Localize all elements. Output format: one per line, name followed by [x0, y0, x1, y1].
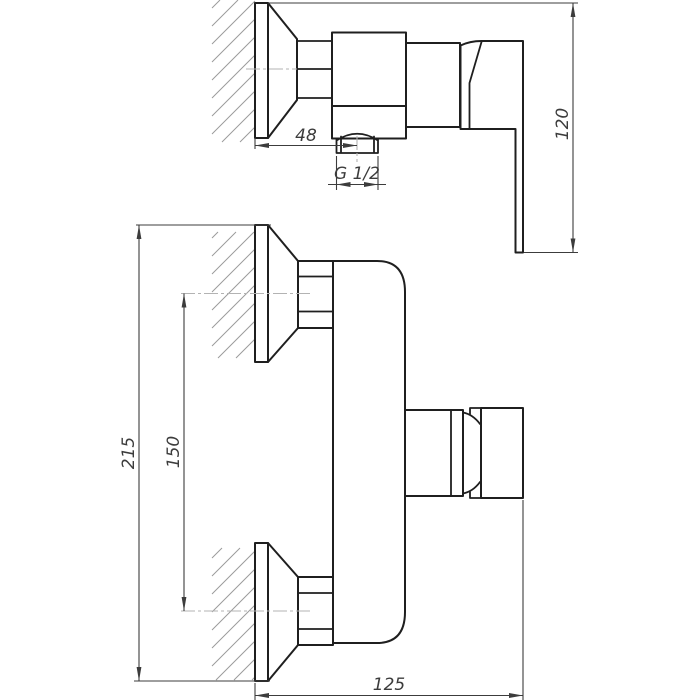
- front-view: [119, 225, 523, 700]
- dim-g12-label: G 1/2: [334, 164, 380, 184]
- nipple-upper: [298, 261, 333, 328]
- dim-48-label: 48: [295, 126, 317, 146]
- dim-120-label: 120: [553, 107, 573, 141]
- arrowhead-top: [137, 225, 142, 239]
- side-view: [212, 0, 578, 253]
- wall-plate-lower: [255, 543, 268, 681]
- handle-cap-front: [481, 408, 523, 498]
- cartridge-side: [406, 43, 460, 127]
- flange-cone-lower: [268, 543, 298, 681]
- flange-cone-side: [268, 3, 297, 138]
- mixer-body-front: [333, 261, 405, 643]
- arrowhead-top: [182, 294, 187, 308]
- handle-side: [461, 41, 524, 253]
- wall-hatch-top: [212, 0, 255, 142]
- mixer-body-side: [332, 33, 406, 139]
- arrowhead-right: [343, 143, 357, 148]
- connector-pipe-side: [297, 41, 332, 98]
- arrowhead-left: [255, 143, 269, 148]
- dim-150-label: 150: [164, 435, 184, 469]
- handle-cap-lip: [470, 408, 481, 498]
- arrowhead-top: [571, 3, 576, 17]
- handle-collar-arcs: [463, 413, 480, 494]
- handle-boss-front: [405, 410, 463, 496]
- dim-125-label: 125: [372, 675, 406, 695]
- arrowhead-left: [255, 693, 269, 698]
- dimension-150: [164, 294, 186, 612]
- wall-hatch-lower: [212, 548, 255, 680]
- arrowhead-right: [509, 693, 523, 698]
- arrowhead-bottom: [137, 667, 142, 681]
- wall-hatch-upper: [212, 232, 255, 358]
- wall-plate-side: [255, 3, 268, 138]
- arrowhead-bottom: [182, 597, 187, 611]
- dim-215-label: 215: [119, 436, 139, 470]
- arrowhead-bottom: [571, 239, 576, 253]
